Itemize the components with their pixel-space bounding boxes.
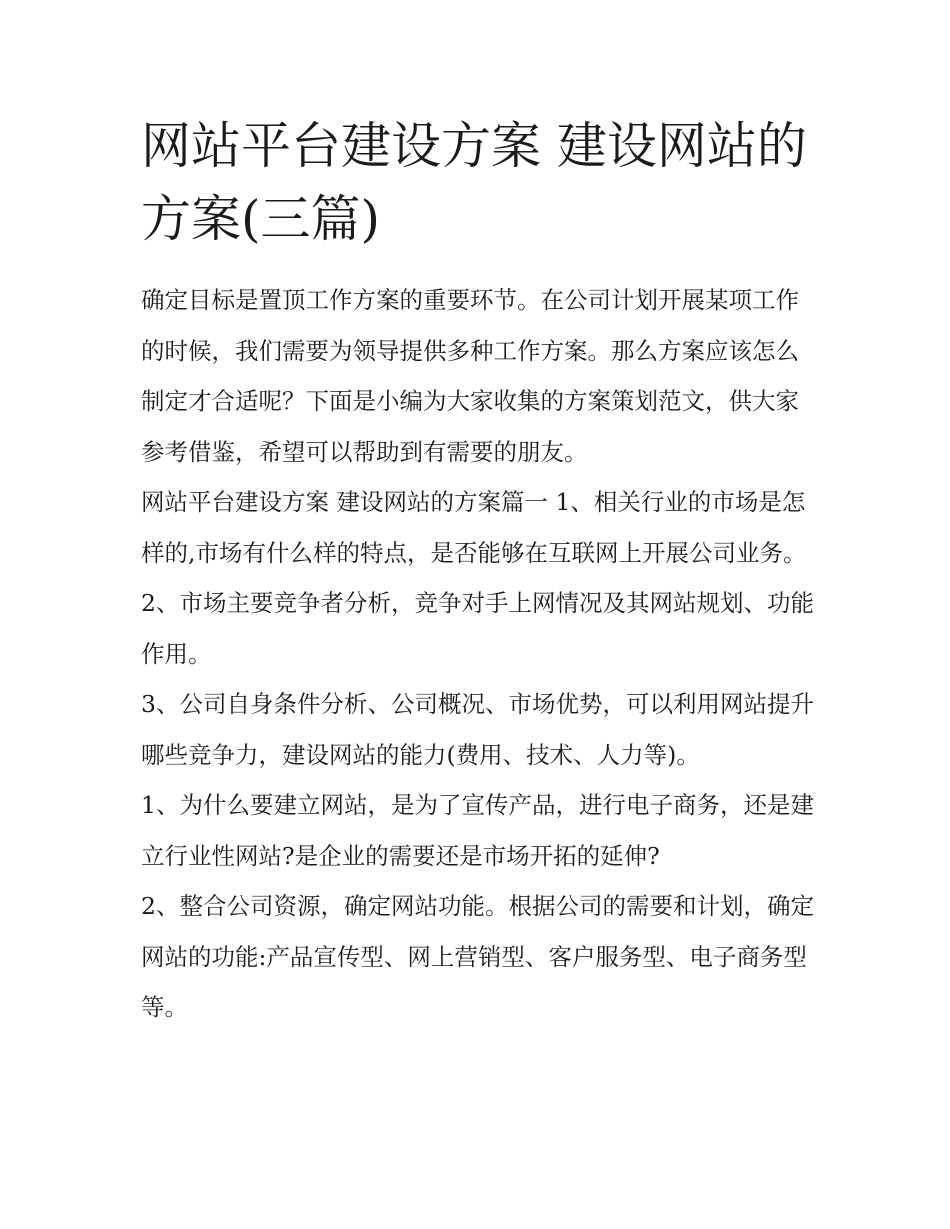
intro-paragraph: 确定目标是置顶工作方案的重要环节。在公司计划开展某项工作的时候，我们需要为领导提供多种工作方案。那么方案应该怎么制定才合适呢？下面是小编为大家收集的方案策划范文，供大家参考借鉴，希望可以帮助到有需要的朋友。 — [141, 286, 799, 466]
document-title: 网站平台建设方案 建设网站的方案(三篇) — [141, 117, 807, 248]
competitor-analysis-paragraph: 2、市场主要竞争者分析，竞争对手上网情况及其网站规划、功能作用。 — [141, 589, 814, 668]
website-function-paragraph: 2、整合公司资源，确定网站功能。根据公司的需要和计划，确定网站的功能:产品宣传型、网上营销型、客户服务型、电子商务型等。 — [141, 892, 814, 1021]
company-analysis-paragraph: 3、公司自身条件分析、公司概况、市场优势，可以利用网站提升哪些竞争力，建设网站的能力(费用、技术、人力等)。 — [141, 690, 814, 769]
document-body — [141, 275, 821, 1033]
section-one-paragraph: 网站平台建设方案 建设网站的方案篇一 1、相关行业的市场是怎样的,市场有什么样的特点，是否能够在互联网上开展公司业务。 — [141, 488, 807, 567]
website-purpose-paragraph: 1、为什么要建立网站，是为了宣传产品，进行电子商务，还是建立行业性网站?是企业的需要还是市场开拓的延伸? — [141, 791, 814, 870]
